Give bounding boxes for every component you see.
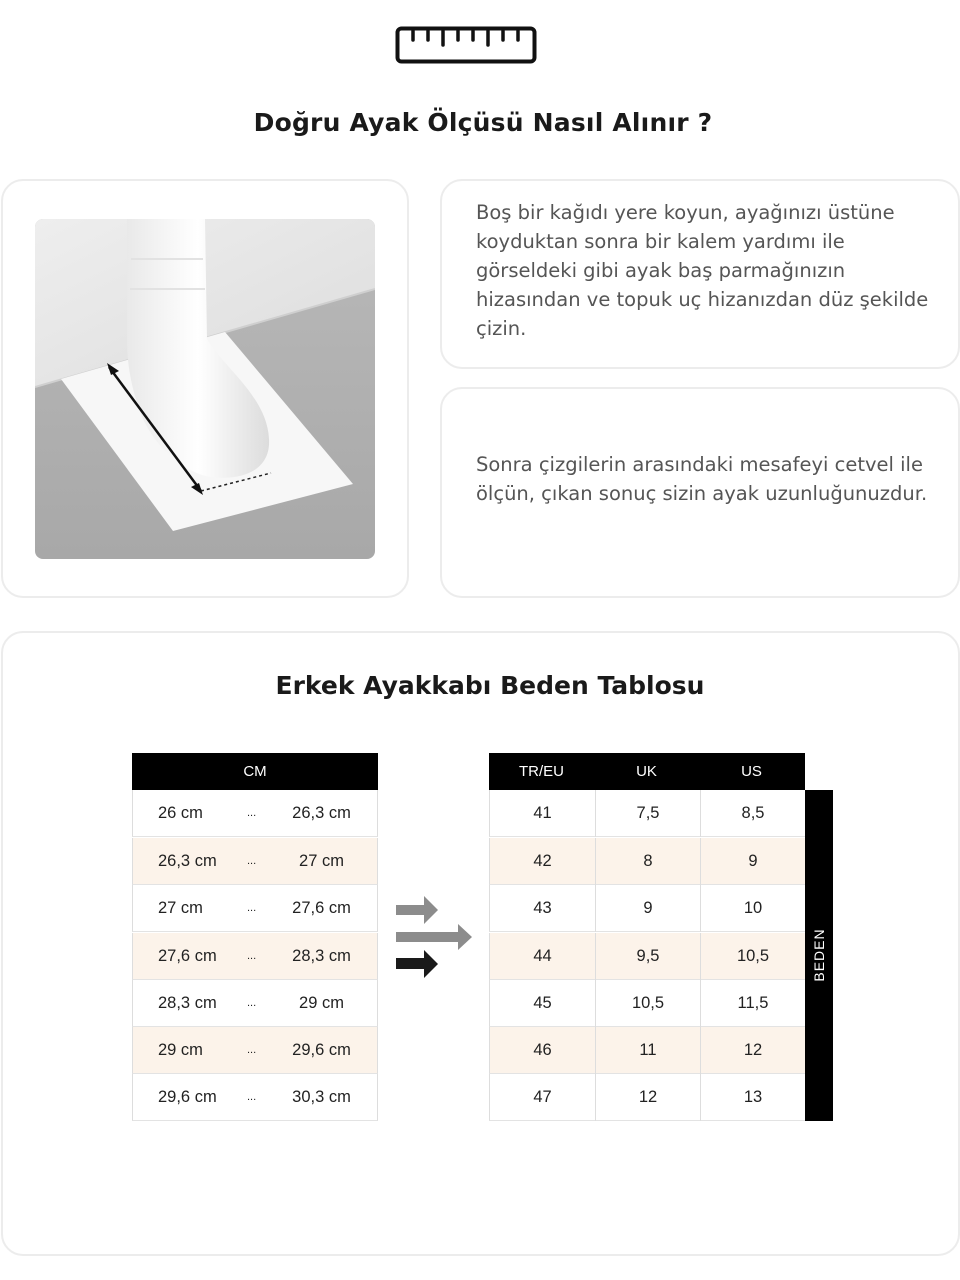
cm-to-cell: 27 cm (299, 852, 344, 870)
beden-label: BEDEN (811, 928, 827, 982)
cm-separator: ... (247, 807, 257, 819)
cm-from-cell: 29 cm (158, 1041, 203, 1059)
cm-to-cell: 29,6 cm (292, 1041, 351, 1059)
us-cell: 8,5 (700, 790, 805, 837)
us-cell: 10,5 (700, 933, 805, 980)
cm-table-row (132, 885, 378, 932)
cm-from-cell: 28,3 cm (158, 994, 217, 1012)
us-cell: 12 (700, 1027, 805, 1074)
us-cell: 11,5 (700, 980, 805, 1027)
cm-from-cell: 27 cm (158, 899, 203, 917)
tr-eu-cell: 42 (533, 852, 552, 870)
cm-from-cell: 29,6 cm (158, 1088, 217, 1106)
size-chart-title: Erkek Ayakkabı Beden Tablosu (275, 671, 705, 700)
size-table-row (489, 1027, 805, 1074)
cm-table-row (132, 790, 378, 837)
size-table-header (489, 753, 805, 790)
size-table-row (489, 1074, 805, 1121)
cm-from-cell: 26,3 cm (158, 852, 217, 870)
tr-eu-cell: 47 (533, 1088, 552, 1106)
cm-table-row (132, 980, 378, 1027)
uk-cell: 11 (595, 1027, 700, 1074)
cm-separator: ... (247, 1044, 257, 1056)
cm-table-header: CM (132, 753, 378, 790)
tr-eu-cell: 46 (533, 1041, 552, 1059)
cm-separator: ... (247, 1091, 257, 1103)
cm-separator: ... (247, 997, 257, 1009)
tr-eu-cell: 44 (533, 947, 552, 965)
size-table-row (489, 980, 805, 1027)
cm-to-cell: 29 cm (299, 994, 344, 1012)
size-table-row (489, 885, 805, 932)
size-table-row (489, 838, 805, 885)
page-title: Doğru Ayak Ölçüsü Nasıl Alınır ? (253, 108, 713, 137)
tr-eu-cell: 45 (533, 994, 552, 1012)
uk-cell: 12 (595, 1074, 700, 1121)
arrow-right-icon (394, 894, 476, 980)
ruler-icon (395, 26, 537, 64)
cm-to-cell: 28,3 cm (292, 947, 351, 965)
uk-cell: 9,5 (595, 933, 700, 980)
foot-measurement-photo (35, 219, 375, 559)
cm-table-row (132, 838, 378, 885)
us-cell: 9 (700, 838, 805, 885)
us-cell: 13 (700, 1074, 805, 1121)
cm-table-row (132, 1027, 378, 1074)
cm-to-cell: 30,3 cm (292, 1088, 351, 1106)
uk-cell: 8 (595, 838, 700, 885)
cm-from-cell: 26 cm (158, 804, 203, 822)
size-table-row (489, 790, 805, 837)
cm-separator: ... (247, 950, 257, 962)
step-2-text: Sonra çizgilerin arasındaki mesafeyi cetvel ile ölçün, çıkan sonuç sizin ayak uzunluğunuzdur. (476, 453, 928, 505)
cm-to-cell: 26,3 cm (292, 804, 351, 822)
cm-table-row (132, 1074, 378, 1121)
uk-cell: 9 (595, 885, 700, 932)
header-us: US (741, 763, 762, 780)
cm-from-cell: 27,6 cm (158, 947, 217, 965)
cm-separator: ... (247, 902, 257, 914)
cm-to-cell: 27,6 cm (292, 899, 351, 917)
header-tr-eu: TR/EU (519, 763, 564, 780)
tr-eu-cell: 41 (533, 804, 552, 822)
uk-cell: 10,5 (595, 980, 700, 1027)
step-1-text: Boş bir kağıdı yere koyun, ayağınızı üstüne koyduktan sonra bir kalem yardımı ile görseldeki gibi ayak baş parmağınızın hizasından ve topuk uç hizanızdan düz şekilde çizin. (476, 201, 929, 340)
tr-eu-cell: 43 (533, 899, 552, 917)
cm-separator: ... (247, 855, 257, 867)
us-cell: 10 (700, 885, 805, 932)
header-uk: UK (636, 763, 657, 780)
uk-cell: 7,5 (595, 790, 700, 837)
size-table-row (489, 933, 805, 980)
cm-table-row (132, 933, 378, 980)
